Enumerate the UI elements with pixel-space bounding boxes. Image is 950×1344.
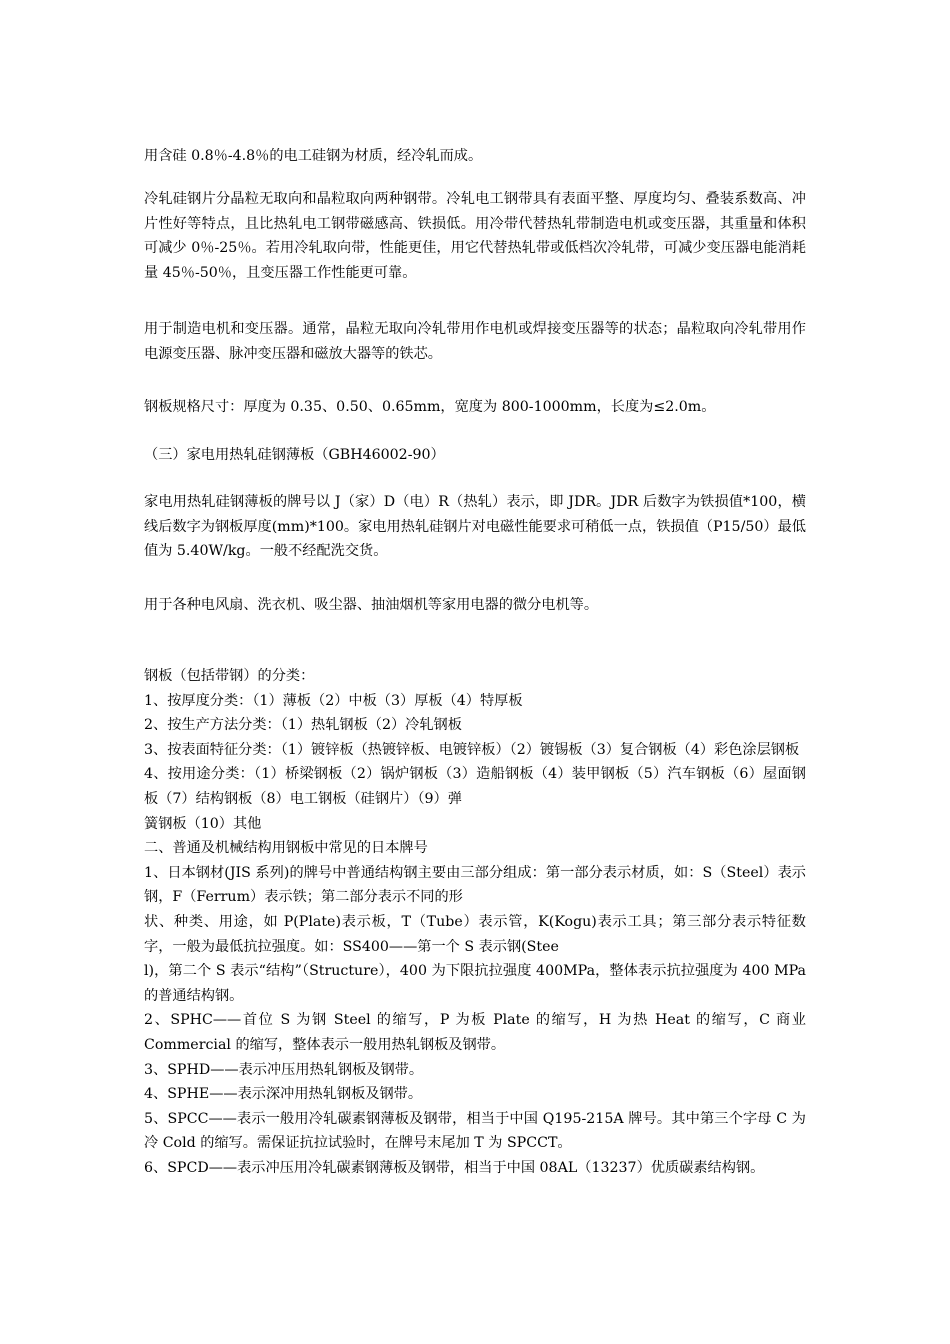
section-heading: （三）家电用热轧硅钢薄板（GBH46002-90） [144, 447, 445, 463]
list-line: 钢板（包括带钢）的分类： [144, 668, 315, 684]
list-line: 状、种类、用途，如 P(Plate)表示板，T（Tube）表示管，K(Kogu)表示工具；第三部分表示特征数字，一般为最低抗拉强度。如：SS400——第一个 S 表示钢(Stee [144, 913, 806, 955]
paragraph-dimensions: 钢板规格尺寸：厚度为 0.35、0.50、0.65mm，宽度为 800-1000mm，长度为≤2.0m。 [144, 399, 716, 415]
list-line: 4、按用途分类：（1）桥梁钢板（2）锅炉钢板（3）造船钢板（4）装甲钢板（5）汽车钢板（6）屋面钢板（7）结构钢板（8）电工钢板（硅钢片）（9）弹 [144, 766, 806, 807]
paragraph-silicon-content: 用含硅 0.8％-4.8％的电工硅钢为材质，经冷轧而成。 [144, 148, 483, 164]
list-line: l)，第二个 S 表示“结构”（Structure），400 为下限抗拉强度 400MPa，整体表示抗拉强度为 400 MPa 的普通结构钢。 [144, 963, 806, 1004]
list-line: 1、日本钢材(JIS 系列)的牌号中普通结构钢主要由三部分组成：第一部分表示材质，如：S（Steel）表示钢，F（Ferrum）表示铁；第二部分表示不同的形 [144, 864, 806, 906]
list-line: 二、普通及机械结构用钢板中常见的日本牌号 [144, 840, 428, 857]
list-line: 簧钢板（10）其他 [144, 815, 262, 832]
paragraph-appliance-uses: 用于各种电风扇、洗衣机、吸尘器、抽油烟机等家用电器的微分电机等。 [144, 597, 599, 613]
list-line: 2、SPHC——首位 S 为钢 Steel 的缩写，P 为板 Plate 的缩写，H 为热 Heat 的缩写，C 商业 Commercial 的缩写，整体表示一般用热轧钢板及钢带。 [144, 1012, 806, 1053]
paragraph-cold-rolled-description: 冷轧硅钢片分晶粒无取向和晶粒取向两种钢带。冷轧电工钢带具有表面平整、厚度均匀、叠装系数高、冲片性好等特点，且比热轧电工钢带磁感高、铁损低。用冷带代替热轧带制造电机或变压器，其重量和体积可减少 0％-25％。若用冷轧取向带，性能更佳，用它代替热轧带或低档次冷轧带，可减少变压器电能消耗量 45％-50％，且变压器工作性能更可靠。 [144, 191, 806, 281]
list-line: 1、按厚度分类：（1）薄板（2）中板（3）厚板（4）特厚板 [144, 692, 523, 709]
list-line: 3、按表面特征分类：（1）镀锌板（热镀锌板、电镀锌板）（2）镀锡板（3）复合钢板（4）彩色涂层钢板 [144, 741, 800, 758]
paragraph-jdr-grade: 家电用热轧硅钢薄板的牌号以 J（家）D（电）R（热轧）表示，即 JDR。JDR 后数字为铁损值*100，横线后数字为钢板厚度(mm)*100。家电用热轧硅钢片对电磁性能要求可稍低一点，铁损值（P15/50）最低值为 5.40W/kg。一般不经配洗交货。 [144, 494, 806, 559]
steel-classification-list [144, 664, 806, 1180]
list-line: 6、SPCD——表示冲压用冷轧碳素钢薄板及钢带，相当于中国 08AL（13237）优质碳素结构钢。 [144, 1159, 765, 1176]
paragraph-uses: 用于制造电机和变压器。通常，晶粒无取向冷轧带用作电机或焊接变压器等的状态；晶粒取向冷轧带用作电源变压器、脉冲变压器和磁放大器等的铁芯。 [144, 321, 806, 362]
list-line: 4、SPHE——表示深冲用热轧钢板及钢带。 [144, 1086, 423, 1103]
list-line: 5、SPCC——表示一般用冷轧碳素钢薄板及钢带，相当于中国 Q195-215A 牌号。其中第三个字母 C 为冷 Cold 的缩写。需保证抗拉试验时，在牌号末尾加 T 为 SPCCT。 [144, 1110, 806, 1152]
list-line: 3、SPHD——表示冲压用热轧钢板及钢带。 [144, 1061, 424, 1078]
list-line: 2、按生产方法分类：（1）热轧钢板（2）冷轧钢板 [144, 717, 462, 734]
